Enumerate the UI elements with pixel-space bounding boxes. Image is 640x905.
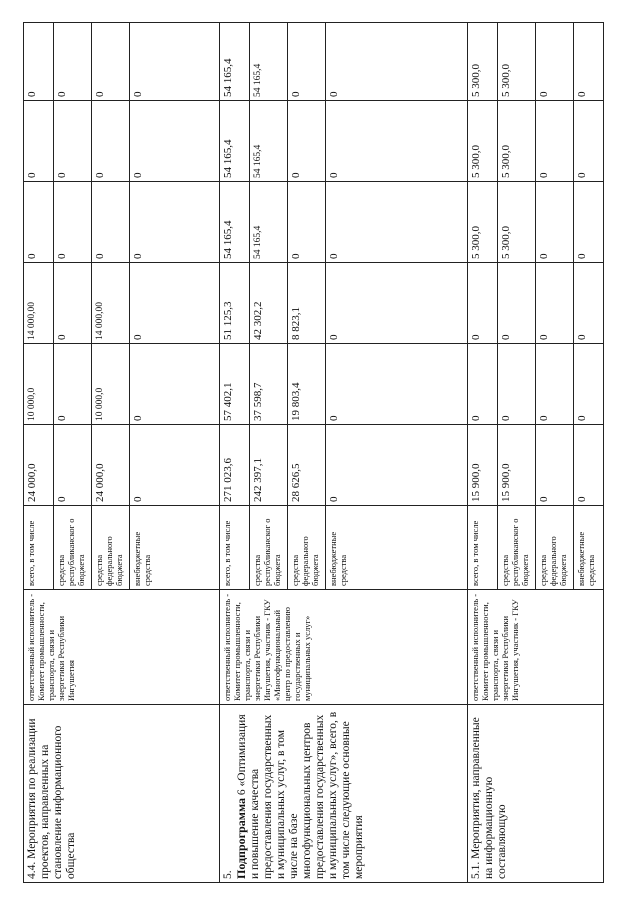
- value-cell: 54 165,4: [250, 182, 288, 263]
- value-cell: 0: [536, 344, 574, 425]
- value-cell: 15 900,0: [498, 425, 536, 506]
- value-cell: 0: [130, 101, 220, 182]
- value-cell: 0: [92, 23, 130, 101]
- executor-cell: ответственный исполнитель - Комитет промышленности, транспорта, связи и энергетики Республики Ингушетия: [24, 590, 220, 705]
- value-cell: 5 300,0: [468, 101, 498, 182]
- value-cell: 0: [498, 344, 536, 425]
- value-cell: 54 165,4: [250, 101, 288, 182]
- value-cell: 0: [574, 344, 604, 425]
- value-cell: 5 300,0: [498, 101, 536, 182]
- value-cell: 0: [574, 23, 604, 101]
- value-cell: 0: [326, 182, 468, 263]
- budget-table: [23, 22, 604, 883]
- value-cell: 42 302,2: [250, 263, 288, 344]
- value-cell: 5 300,0: [498, 23, 536, 101]
- value-cell: 0: [54, 101, 92, 182]
- value-cell: 24 000,0: [24, 425, 54, 506]
- value-cell: 0: [24, 182, 54, 263]
- value-cell: 8 823,1: [288, 263, 326, 344]
- value-cell: 28 626,5: [288, 425, 326, 506]
- value-cell: 0: [92, 101, 130, 182]
- executor-cell: ответственный исполнитель - Комитет промышленности, транспорта, связи и энергетики Республики Ингушетия, участник - ГКУ «Многофункциональный центр по предоставлению государственных и муниципальных услуг»: [220, 590, 468, 705]
- value-cell: 0: [130, 263, 220, 344]
- funding-source: внебюджетные средства: [574, 506, 604, 590]
- funding-source: средства республиканског о бюджета: [54, 506, 92, 590]
- value-cell: 0: [130, 23, 220, 101]
- value-cell: 14 000,00: [92, 263, 130, 344]
- subprogram-text: 6 «Оптимизация и повышение качества предоставления государственных и муниципальных услуг, в том числе на базе многофункциональных центров предоставления государственных и муниципальных услуг», всего, в том числе следующие основные мероприятия: [236, 711, 365, 879]
- value-cell: 0: [574, 263, 604, 344]
- value-cell: 54 165,4: [220, 101, 250, 182]
- funding-source: средства республиканског о бюджета: [250, 506, 288, 590]
- measure-description: [220, 705, 468, 883]
- value-cell: 51 125,3: [220, 263, 250, 344]
- value-cell: 5 300,0: [498, 182, 536, 263]
- value-cell: 0: [326, 425, 468, 506]
- rotated-page: [23, 23, 603, 883]
- measure-description: 4.4. Мероприятия по реализации проектов, направленных на становление информационного общества: [24, 705, 220, 883]
- table-row: [220, 23, 250, 883]
- funding-source: средства федерального бюджета: [92, 506, 130, 590]
- value-cell: 0: [288, 101, 326, 182]
- table-row: [468, 23, 498, 883]
- value-cell: 14 000,00: [24, 263, 54, 344]
- value-cell: 0: [54, 263, 92, 344]
- funding-source: всего, в том числе: [468, 506, 498, 590]
- funding-source: средства республиканског о бюджета: [498, 506, 536, 590]
- value-cell: 0: [536, 263, 574, 344]
- value-cell: 0: [536, 23, 574, 101]
- value-cell: 0: [574, 101, 604, 182]
- value-cell: 0: [92, 182, 130, 263]
- value-cell: 15 900,0: [468, 425, 498, 506]
- value-cell: 242 397,1: [250, 425, 288, 506]
- value-cell: 24 000,0: [92, 425, 130, 506]
- value-cell: 0: [54, 344, 92, 425]
- funding-source: средства федерального бюджета: [288, 506, 326, 590]
- value-cell: 10 000,0: [92, 344, 130, 425]
- value-cell: 5 300,0: [468, 23, 498, 101]
- funding-source: внебюджетные средства: [326, 506, 468, 590]
- value-cell: 0: [574, 425, 604, 506]
- value-cell: 0: [130, 182, 220, 263]
- value-cell: 19 803,4: [288, 344, 326, 425]
- value-cell: 37 598,7: [250, 344, 288, 425]
- value-cell: 0: [24, 23, 54, 101]
- value-cell: 0: [574, 182, 604, 263]
- value-cell: 0: [468, 344, 498, 425]
- value-cell: 0: [130, 425, 220, 506]
- funding-source: внебюджетные средства: [130, 506, 220, 590]
- value-cell: 0: [326, 23, 468, 101]
- value-cell: 0: [326, 263, 468, 344]
- subprogram-label: Подпрограмма: [234, 797, 248, 879]
- table-row: [24, 23, 54, 883]
- value-cell: 10 000,0: [24, 344, 54, 425]
- measure-description: 5.1. Мероприятия, направленные на информационную составляющую: [468, 705, 604, 883]
- funding-source: всего, в том числе: [24, 506, 54, 590]
- value-cell: 0: [54, 182, 92, 263]
- value-cell: 0: [468, 263, 498, 344]
- value-cell: 0: [326, 344, 468, 425]
- value-cell: 0: [130, 344, 220, 425]
- subprogram-number: 5.: [222, 870, 234, 879]
- value-cell: 0: [24, 101, 54, 182]
- value-cell: 0: [536, 425, 574, 506]
- value-cell: 0: [54, 23, 92, 101]
- value-cell: 0: [536, 182, 574, 263]
- executor-cell: ответственный исполнитель - Комитет промышленности, транспорта, связи и энергетики Республики Ингушетия, участник - ГКУ: [468, 590, 604, 705]
- value-cell: 0: [326, 101, 468, 182]
- funding-source: всего, в том числе: [220, 506, 250, 590]
- value-cell: 271 023,6: [220, 425, 250, 506]
- value-cell: 57 402,1: [220, 344, 250, 425]
- value-cell: 0: [288, 23, 326, 101]
- value-cell: 54 165,4: [250, 23, 288, 101]
- value-cell: 0: [498, 263, 536, 344]
- value-cell: 54 165,4: [220, 182, 250, 263]
- funding-source: средства федерального бюджета: [536, 506, 574, 590]
- value-cell: 54 165,4: [220, 23, 250, 101]
- value-cell: 0: [288, 182, 326, 263]
- value-cell: 0: [536, 101, 574, 182]
- value-cell: 0: [54, 425, 92, 506]
- value-cell: 5 300,0: [468, 182, 498, 263]
